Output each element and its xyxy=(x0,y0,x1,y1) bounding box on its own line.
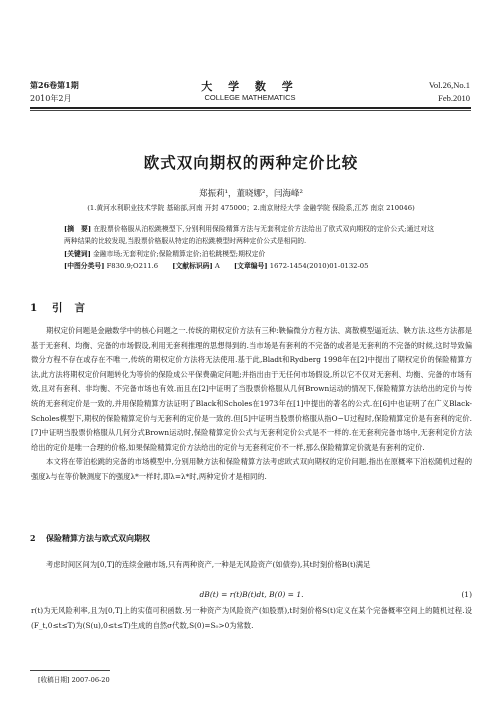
section-2-heading xyxy=(30,533,150,544)
section-2-intro-text: 考虑时间区间为[0,T]的连续金融市场,只有两种资产,一种是无风险资产(如债券),其t时刻价格B(t)满足 xyxy=(46,560,371,569)
section-2-after-equation: r(t)为无风险利率,且为[0,T]上的实值可积函数.另一种资产为风险资产(如股票),t时刻价格S(t)定义在某个完备概率空间上的随机过程.设(F_t,0≤t≤T)为(S(u),0≤t≤T)生成的自然σ代数,S(0)=S₀>0为常数. xyxy=(31,606,472,630)
date-cn: 2010年2月 xyxy=(30,94,72,103)
doc-code-value: A xyxy=(214,262,220,271)
volume-issue-cn: 第26卷第1期 xyxy=(30,80,79,90)
abstract-text: 在股票价格服从泊松跳模型下,分别利用保险精算方法与无套利定价方法给出了欧式双向期权的定价公式;通过对这两种结果的比较发现,当股票价格服从特定的泊松跳模型时两种定价公式是相同的. xyxy=(64,225,434,246)
journal-header xyxy=(30,80,470,110)
keywords-text: 金融市场;无套利定价;保险精算定价;泊松跳模型;期权定价 xyxy=(93,249,266,258)
clc-label: [中图分类号] xyxy=(64,262,105,271)
journal-name-cn: 大 学 数 学 xyxy=(201,80,299,93)
section-1-title: 引言 xyxy=(52,302,97,314)
section-2-number: 2 xyxy=(30,533,36,543)
header-rule-thick xyxy=(30,107,471,109)
equation-1-number: (1) xyxy=(461,590,472,599)
volume-issue-en: Vol.26,No.1 xyxy=(428,80,470,90)
classification-line xyxy=(64,260,434,272)
section-1-paragraph-1: 期权定价问题是金融数学中的核心问题之一.传统的期权定价方法有三种:鞅偏微分方程方法、离散模型逼近法、鞅方法.这些方法都是基于无套利、均衡、完备的市场假设,利用无套利推理的思想得到的.当市场是有套利的不完备的或者是无套利的不完备的时候,这时导致偏微分方程不存在或存在不唯一,传统的期权定价方法将无法使用.基于此,Bladt和Rydberg 1998年在[2]中提出了期权定价的保险精算方法,此方法将期权定价问题转化为等价的保险成公平保费确定问题;并指出由于无任何市场假设,所以它不仅对无套利、均衡、完备的市场有效,且对有套利、非均衡、不完备市场也有效.而且在[2]中证明了当股票价格服从几何Brown运动的情况下,保险精算方法给出的定价与传统的无套利定价是一致的,并用保险精算方法证明了Black和Scholes在1973年在[1]中提出的著名的公式.在[6]中也证明了在广义Black-Scholes模型下,期权的保险精算定价与无套利的定价是一致的.但[5]中证明当股票价格服从指O−U过程时,保险精算定价是有套利的定价.[7]中证明当股票价格服从几何分式Brown运动时,保险精算定价公式与无套利定价公式是不一样的.在无套利完备市场中,无套利定价方法给出的定价是唯一合理的价格,如果保险精算定价方法给出的定价与无套利定价不一样,那么保险精算定价就是有套利的定价. xyxy=(31,326,472,452)
section-1-number: 1 xyxy=(30,302,38,314)
abstract-paragraph xyxy=(64,223,434,248)
clc-value: F830.9;O211.6 xyxy=(106,262,159,271)
section-1-paragraph-2: 本文将在带泊松跳的完备的市场模型中,分别用鞅方法和保险精算方法考虑欧式双向期权的定价问题,指出在原概率下泊松随机过程的强度λ与在等价鞅测度下的强度λ*一样时,即λ=λ*时,两种定价才是相同的. xyxy=(31,457,472,481)
section-2-title: 保险精算方法与欧式双向期权 xyxy=(46,533,150,543)
equation-1 xyxy=(31,590,472,604)
equation-1-expression: dB(t) = r(t)B(t)dt, B(0) = 1. xyxy=(199,590,304,599)
keywords-line xyxy=(64,248,434,260)
date-en: Feb.2010 xyxy=(438,93,470,103)
received-date: [收稿日期] 2007-06-20 xyxy=(38,676,110,684)
footnote-rule xyxy=(30,670,110,671)
section-2-intro xyxy=(31,558,472,573)
article-number-value: 1672-1454(2010)01-0132-05 xyxy=(269,262,369,271)
doc-code-label: [文献标识码] xyxy=(172,262,213,271)
section-1-body xyxy=(31,324,472,485)
keywords-label: [关键词] xyxy=(64,249,91,258)
abstract-block xyxy=(64,223,434,273)
journal-name-en: COLLEGE MATHEMATICS xyxy=(204,93,296,102)
abstract-label: [摘 要] xyxy=(64,225,92,233)
article-number-label: [文章编号] xyxy=(233,262,268,271)
section-1-heading xyxy=(30,300,97,315)
header-rule-thin xyxy=(30,110,471,111)
article-affiliation: (1.黄河水利职业技术学院 基础部,河南 开封 475000；2.南京财经大学 金融学院 保险系,江苏 南京 210046) xyxy=(87,204,415,212)
article-title: 欧式双向期权的两种定价比较 xyxy=(143,153,359,172)
article-authors: 郑振莉¹，董晓娜²，闫海峰² xyxy=(199,189,303,199)
